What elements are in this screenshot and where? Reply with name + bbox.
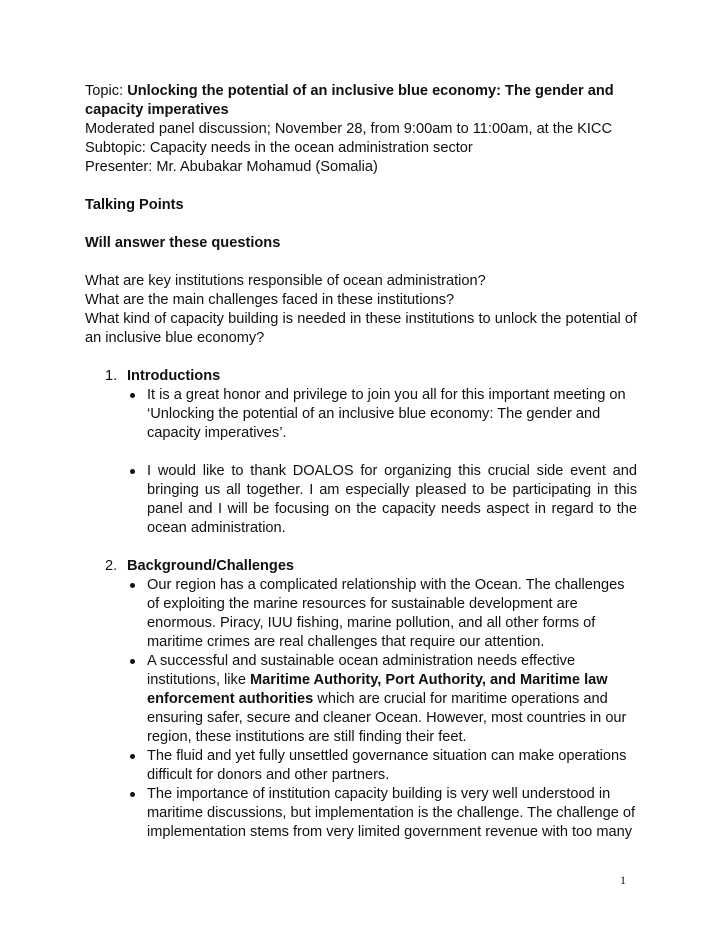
page-number: 1 (620, 873, 626, 887)
list-item-text: Our region has a complicated relationship with the Ocean. The challenges of exploiting the marine resources for sustainable development are enormous. Piracy, IUU fishing, marine pollution, and all other forms of maritime crimes are real challenges that require our attention. (147, 577, 625, 650)
section-number: 1. (105, 368, 118, 384)
questions-heading-text: Will answer these questions (85, 235, 281, 251)
section-title (127, 557, 637, 576)
list-item-text-after: which are crucial for maritime operations and ensuring safer, secure and cleaner Ocean. However, most countries in our region, these institutions are still finding their feet. (147, 691, 627, 745)
list-item (127, 462, 637, 538)
topic-label: Topic: (85, 83, 128, 99)
list-item (127, 386, 637, 443)
list-item-text-before: A successful and sustainable ocean administration needs effective institutions, like (147, 653, 576, 688)
event-line: Moderated panel discussion; November 28, from 9:00am to 11:00am, at the KICC (85, 121, 612, 137)
section-number: 2. (105, 558, 118, 574)
document-body (85, 82, 637, 842)
list-spacer (127, 443, 637, 462)
questions-heading (85, 234, 637, 253)
question-3: What kind of capacity building is needed in these institutions to unlock the potential of an inclusive blue economy? (85, 311, 637, 346)
bullet-list (127, 576, 637, 842)
subtopic-line: Subtopic: Capacity needs in the ocean administration sector (85, 140, 473, 156)
talking-points-heading (85, 196, 637, 215)
bullet-list (127, 386, 637, 538)
list-item (127, 785, 637, 842)
list-item-text: I would like to thank DOALOS for organizing this crucial side event and bringing us all together. I am especially pleased to be participating in this panel and I will be focusing on the capacity needs aspect in regard to the ocean administration. (147, 463, 637, 536)
list-item (127, 747, 637, 785)
question-1: What are key institutions responsible of ocean administration? (85, 273, 486, 289)
section-title (127, 367, 637, 386)
section-introductions (85, 367, 637, 538)
list-item-text: The fluid and yet fully unsettled governance situation can make operations difficult for donors and other partners. (147, 748, 627, 783)
presenter-line: Presenter: Mr. Abubakar Mohamud (Somalia) (85, 159, 378, 175)
question-2: What are the main challenges faced in these institutions? (85, 292, 455, 308)
section-title-text: Introductions (127, 368, 221, 384)
list-item (127, 652, 637, 747)
section-background-challenges (85, 557, 637, 842)
topic-line (85, 82, 637, 120)
topic-title: Unlocking the potential of an inclusive blue economy: The gender and capacity imperatives (85, 83, 614, 118)
list-item-text: The importance of institution capacity building is very well understood in maritime discussions, but implementation is the challenge. The challenge of implementation stems from very limited government revenue with too many (147, 786, 636, 840)
list-item (127, 576, 637, 652)
list-item-text: It is a great honor and privilege to join you all for this important meeting on ‘Unlocking the potential of an inclusive blue economy: The gender and capacity imperatives’. (147, 387, 626, 441)
list-item-text-bold: Maritime Authority, Port Authority, and Maritime law enforcement authorities (147, 672, 608, 707)
talking-points-heading-text: Talking Points (85, 197, 184, 213)
section-title-text: Background/Challenges (127, 558, 295, 574)
